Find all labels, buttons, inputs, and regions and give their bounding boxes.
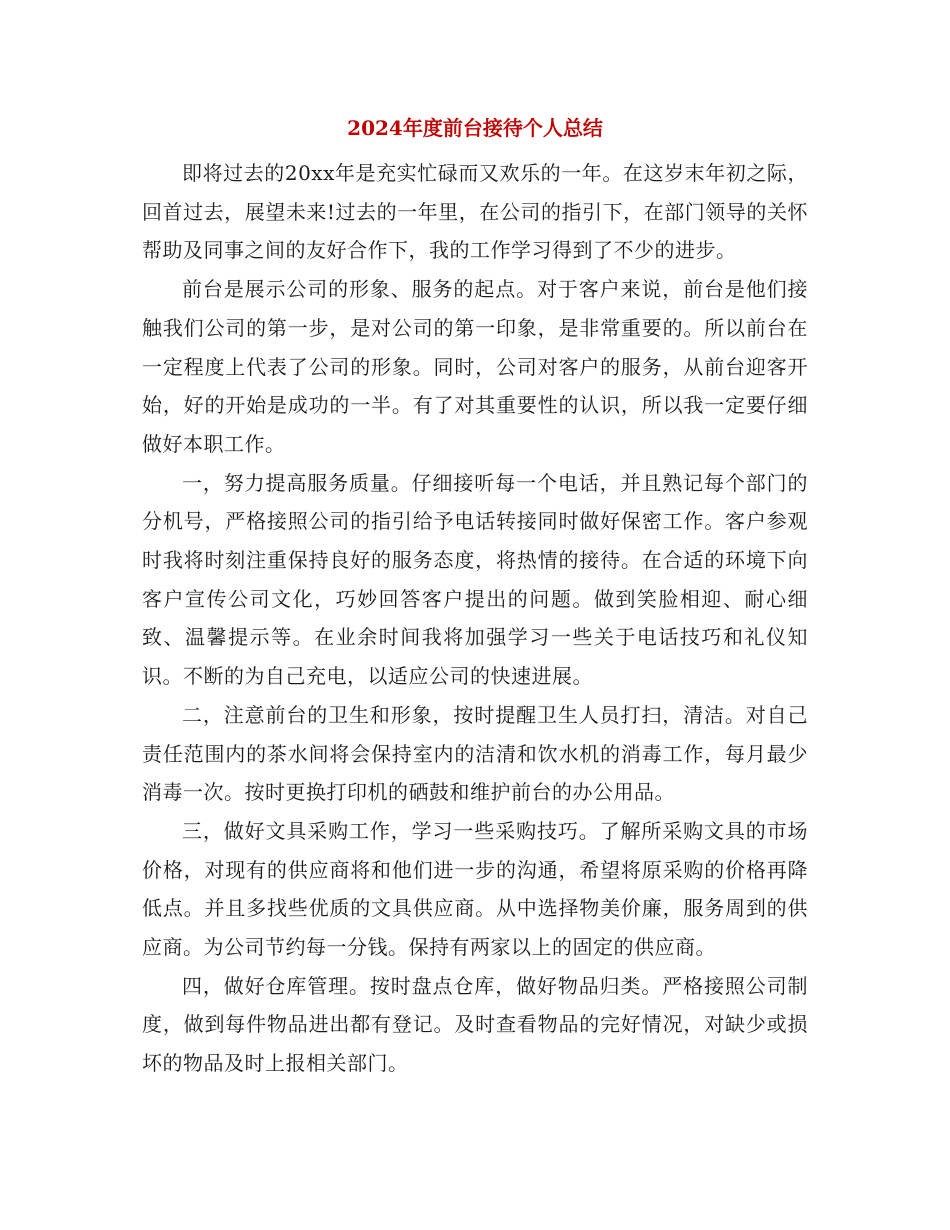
paragraph-front-desk-role: 前台是展示公司的形象、服务的起点。对于客户来说，前台是他们接触我们公司的第一步，是对公司的第一印象，是非常重要的。所以前台在一定程度上代表了公司的形象。同时，公司对客户的服务，从前台迎客开始，好的开始是成功的一半。有了对其重要性的认识，所以我一定要仔细做好本职工作。 (142, 277, 808, 456)
paragraph-service-quality: 一，努力提高服务质量。仔细接听每一个电话，并且熟记每个部门的分机号，严格接照公司的指引给予电话转接同时做好保密工作。客户参观时我将时刻注重保持良好的服务态度，将热情的接待。在合适的环境下向客户宣传公司文化，巧妙回答客户提出的问题。做到笑脸相迎、耐心细致、温馨提示等。在业余时间我将加强学习一些关于电话技巧和礼仪知识。不断的为自己充电，以适应公司的快速进展。 (142, 470, 808, 689)
document-body (142, 154, 808, 1083)
paragraph-warehouse: 四，做好仓库管理。按时盘点仓库，做好物品归类。严格接照公司制度，做到每件物品进出都有登记。及时查看物品的完好情况，对缺少或损坏的物品及时上报相关部门。 (142, 973, 808, 1076)
paragraph-intro: 即将过去的20xx年是充实忙碌而又欢乐的一年。在这岁末年初之际，回首过去，展望未来!过去的一年里，在公司的指引下，在部门领导的关怀帮助及同事之间的友好合作下，我的工作学习得到了不少的进步。 (142, 161, 808, 263)
paragraph-procurement: 三，做好文具采购工作，学习一些采购技巧。了解所采购文具的市场价格，对现有的供应商将和他们进一步的沟通，希望将原采购的价格再降低点。并且多找些优质的文具供应商。从中选择物美价廉，服务周到的供应商。为公司节约每一分钱。保持有两家以上的固定的供应商。 (142, 818, 808, 960)
document-title: 2024年度前台接待个人总结 (347, 116, 603, 140)
paragraph-hygiene: 二，注意前台的卫生和形象，按时提醒卫生人员打扫，清洁。对自己责任范围内的茶水间将会保持室内的洁清和饮水机的消毒工作，每月最少消毒一次。按时更换打印机的硒鼓和维护前台的办公用品。 (142, 702, 808, 805)
